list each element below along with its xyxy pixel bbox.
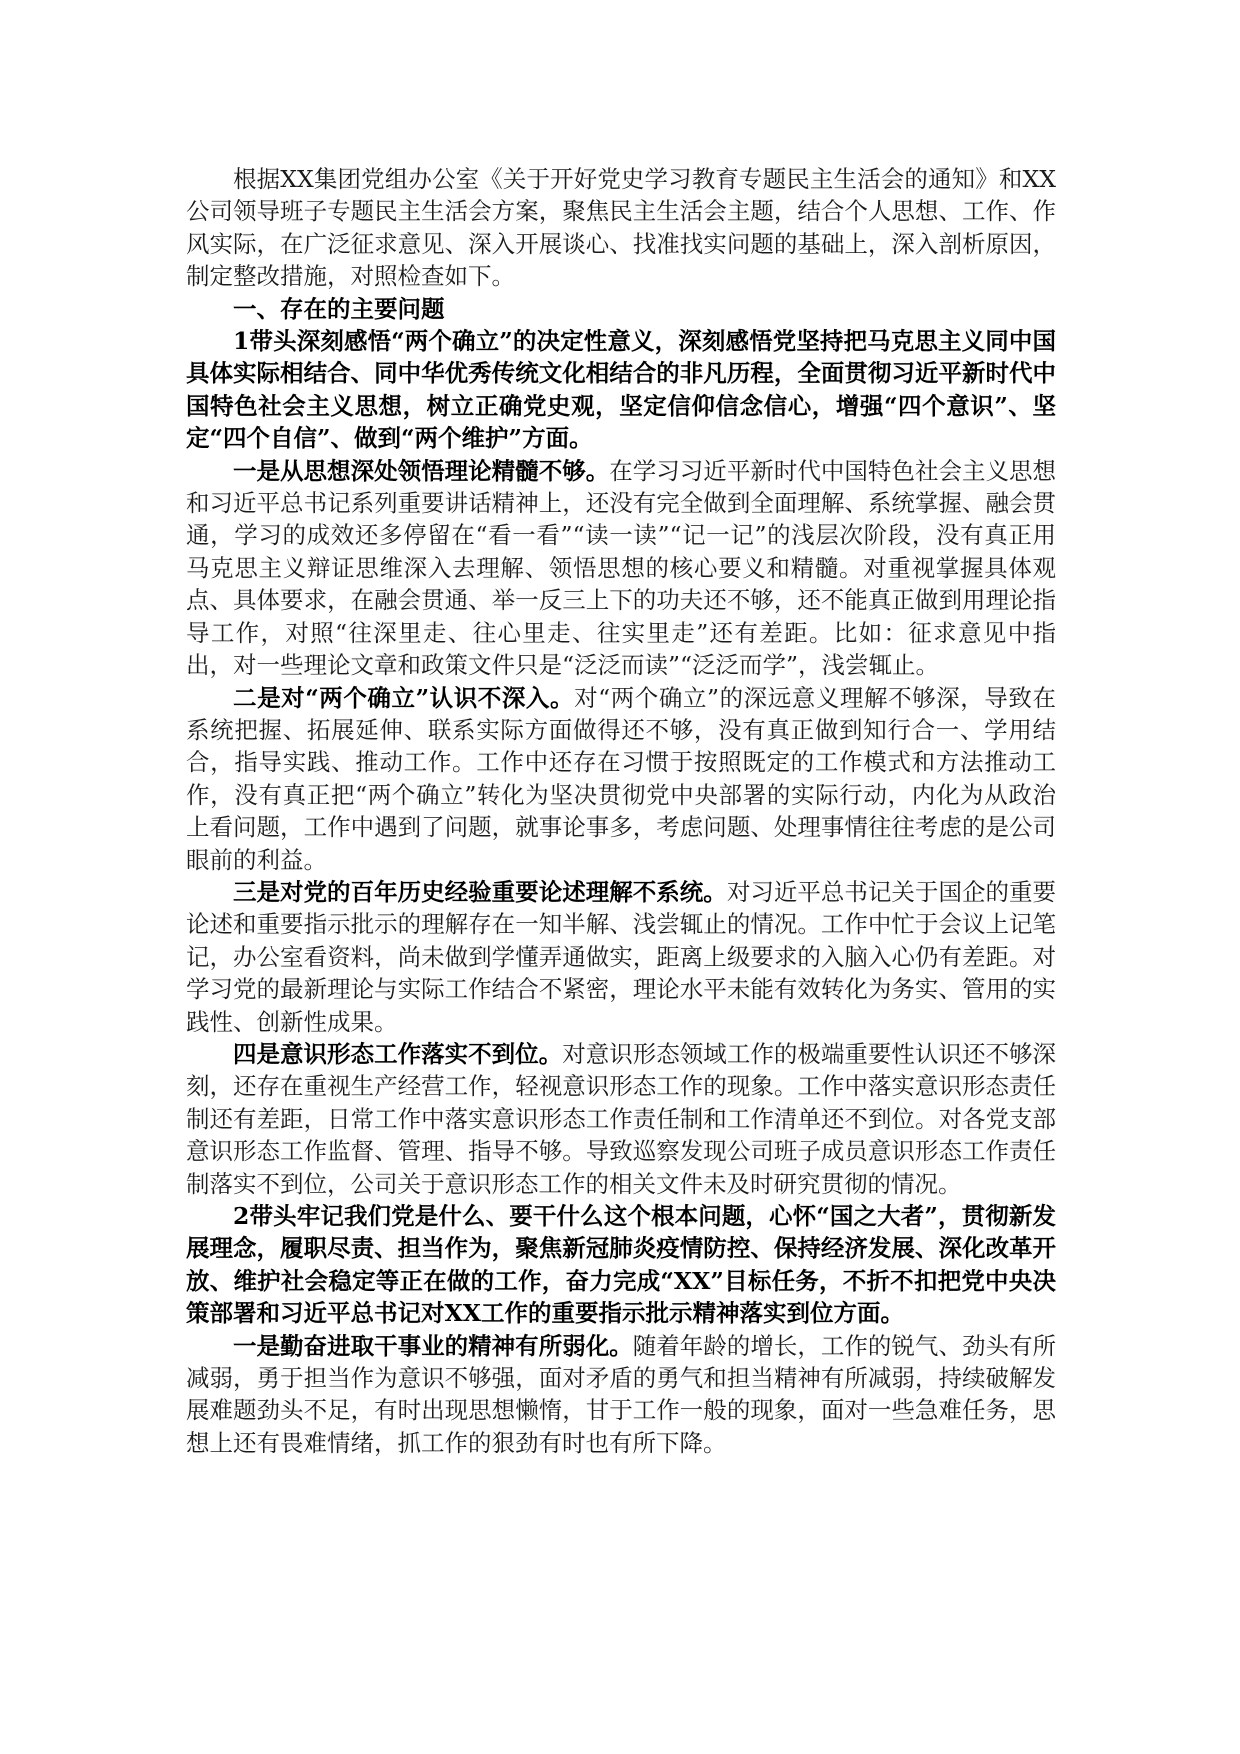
paragraph-3-body: 对习近平总书记关于国企的重要论述和重要指示批示的理解存在一知半解、浅尝辄止的情况。工作中忙于会议上记笔记，办公室看资料，尚未做到学懂弄通做实，距离上级要求的入脑入心仍有差距。对学习党的最新理论与实际工作结合不紧密，理论水平未能有效转化为务实、管用的实践性、创新性成果。 [186, 877, 1057, 1036]
paragraph-5-body: 随着年龄的增长，工作的锐气、劲头有所减弱，勇于担当作为意识不够强，面对矛盾的勇气和担当精神有所减弱，持续破解发展难题劲头不足，有时出现思想懒惰，甘于工作一般的现象，面对一些急难任务，思想上还有畏难情绪，抓工作的狠劲有时也有所下降。 [186, 1331, 1056, 1457]
paragraph-5-lead: 一是勤奋进取干事业的精神有所弱化。 [233, 1331, 633, 1360]
section-heading-problems: 一、存在的主要问题 [233, 294, 445, 323]
paragraph-4-lead: 四是意识形态工作落实不到位。 [233, 1039, 563, 1068]
paragraph-2 [186, 682, 1056, 876]
paragraph-1-lead: 一是从思想深处领悟理论精髓不够。 [233, 456, 610, 485]
paragraph-2-lead: 二是对“两个确立”认识不深入。 [233, 683, 575, 712]
paragraph-4-body: 对意识形态领域工作的极端重要性认识还不够深刻，还存在重视生产经营工作，轻视意识形态工作的现象。工作中落实意识形态责任制还有差距，日常工作中落实意识形态工作责任制和工作清单还不到位。对各党支部意识形态工作监督、管理、指导不够。导致巡察发现公司班子成员意识形态工作责任制落实不到位，公司关于意识形态工作的相关文件未及时研究贯彻的情况。 [186, 1039, 1057, 1198]
point-2-heading: 2带头牢记我们党是什么、要干什么这个根本问题，心怀“国之大者”，贯彻新发展理念，履职尽责、担当作为，聚焦新冠肺炎疫情防控、保持经济发展、深化改革开放、维护社会稳定等正在做的工作，奋力完成“XX”目标任务，不折不扣把党中央决策部署和习近平总书记对XX工作的重要指示批示精神落实到位方面。 [186, 1202, 1056, 1328]
document-page [186, 163, 1056, 1459]
point-1-heading: 1带头深刻感悟“两个确立”的决定性意义，深刻感悟党坚持把马克思主义同中国具体实际相结合、同中华优秀传统文化相结合的非凡历程，全面贯彻习近平新时代中国特色社会主义思想，树立正确党史观，坚定信仰信念信心，增强“四个意识”、坚定“四个自信”、做到“两个维护”方面。 [186, 327, 1056, 453]
paragraph-3 [186, 876, 1056, 1038]
intro-paragraph: 根据XX集团党组办公室《关于开好党史学习教育专题民主生活会的通知》和XX公司领导班子专题民主生活会方案，聚焦民主生活会主题，结合个人思想、工作、作风实际，在广泛征求意见、深入开展谈心、找准找实问题的基础上，深入剖析原因，制定整改措施，对照检查如下。 [186, 165, 1056, 291]
paragraph-5 [186, 1330, 1056, 1460]
paragraph-4 [186, 1038, 1056, 1200]
paragraph-2-body: 对“两个确立”的深远意义理解不够深，导致在系统把握、拓展延伸、联系实际方面做得还不够，没有真正做到知行合一、学用结合，指导实践、推动工作。工作中还存在习惯于按照既定的工作模式和方法推动工作，没有真正把“两个确立”转化为坚决贯彻党中央部署的实际行动，内化为从政治上看问题，工作中遇到了问题，就事论事多，考虑问题、处理事情往往考虑的是公司眼前的利益。 [186, 683, 1056, 874]
paragraph-1-body: 在学习习近平新时代中国特色社会主义思想和习近平总书记系列重要讲话精神上，还没有完全做到全面理解、系统掌握、融会贯通，学习的成效还多停留在“看一看”“读一读”“记一记”的浅层次阶段，没有真正用马克思主义辩证思维深入去理解、领悟思想的核心要义和精髓。对重视掌握具体观点、具体要求，在融会贯通、举一反三上下的功夫还不够，还不能真正做到用理论指导工作，对照“往深里走、往心里走、往实里走”还有差距。比如：征求意见中指出，对一些理论文章和政策文件只是“泛泛而读”“泛泛而学”，浅尝辄止。 [186, 456, 1057, 680]
paragraph-1 [186, 455, 1056, 682]
paragraph-3-lead: 三是对党的百年历史经验重要论述理解不系统。 [233, 877, 727, 906]
